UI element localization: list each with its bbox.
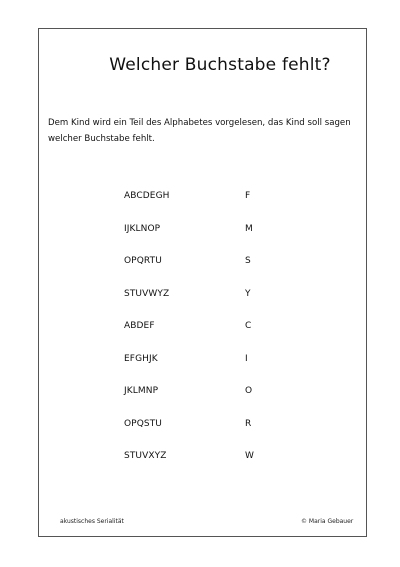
sequence-row bbox=[124, 256, 284, 289]
sequence-row bbox=[124, 224, 284, 257]
letter-sequence: ABDEF bbox=[124, 321, 155, 331]
page-title: Welcher Buchstabe fehlt? bbox=[109, 55, 331, 75]
instructions-line-2: welcher Buchstabe fehlt. bbox=[48, 134, 155, 144]
sequence-row bbox=[124, 354, 284, 387]
letter-sequence: JKLMNP bbox=[124, 386, 159, 396]
footer-category: akustisches Serialität bbox=[60, 518, 124, 525]
missing-letter: W bbox=[245, 451, 254, 461]
missing-letter: M bbox=[245, 223, 253, 234]
sequence-row bbox=[124, 419, 284, 452]
sequence-row bbox=[124, 451, 284, 484]
missing-letter: S bbox=[245, 256, 251, 266]
missing-letter: I bbox=[245, 353, 248, 364]
letter-sequence: STUVWYZ bbox=[124, 288, 170, 299]
missing-letter: O bbox=[245, 386, 253, 396]
missing-letter: R bbox=[245, 418, 252, 429]
missing-letter: C bbox=[245, 321, 252, 331]
letter-sequence: OPQRTU bbox=[124, 256, 162, 266]
letter-sequence: STUVXYZ bbox=[124, 451, 167, 461]
missing-letter: F bbox=[245, 191, 251, 201]
footer-copyright: © Maria Gebauer bbox=[301, 518, 354, 525]
letter-sequence: ABCDEGH bbox=[124, 191, 170, 201]
instructions-line-1: Dem Kind wird ein Teil des Alphabetes vorgelesen, das Kind soll sagen bbox=[48, 118, 351, 128]
letter-sequence: EFGHJK bbox=[124, 353, 158, 364]
letter-sequence: OPQSTU bbox=[124, 418, 162, 429]
sequence-row bbox=[124, 386, 284, 419]
missing-letter: Y bbox=[245, 288, 251, 299]
sequence-row bbox=[124, 289, 284, 322]
sequence-row bbox=[124, 321, 284, 354]
letter-sequence: IJKLNOP bbox=[124, 223, 161, 234]
sequence-row bbox=[124, 191, 284, 224]
letter-sequence-list bbox=[124, 191, 284, 484]
instructions-text bbox=[48, 115, 368, 147]
